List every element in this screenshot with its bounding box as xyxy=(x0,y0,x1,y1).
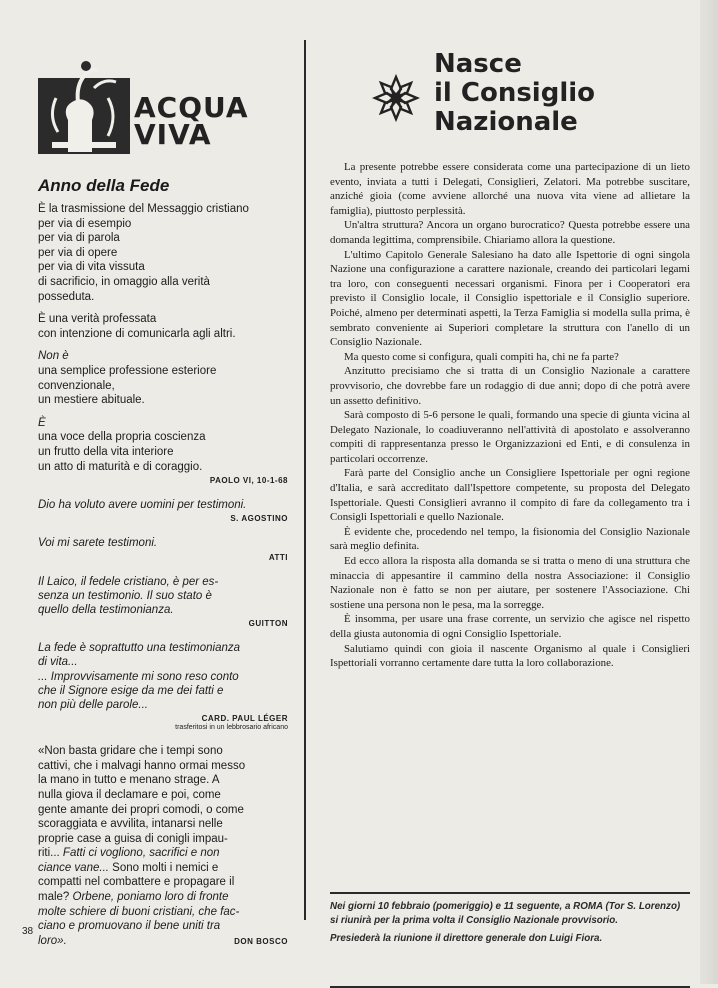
ornament-star-icon xyxy=(372,74,420,122)
bosco-line: ciano e promuovano il bene uniti tra xyxy=(38,920,221,933)
bosco-line: molte schiere di buoni cristiani, che fac- xyxy=(38,905,240,918)
quote-leger-line: ... Improvvisamente mi sono reso conto xyxy=(38,670,239,683)
quote-guitton-line: senza un testimonio. Il suo stato è xyxy=(38,589,212,602)
intro-line: di sacrificio, in omaggio alla verità xyxy=(38,275,210,288)
notice-top-rule xyxy=(330,892,690,894)
intro-line: per via di vita vissuta xyxy=(38,261,145,274)
intro-line: per via di parola xyxy=(38,232,120,245)
bosco-line xyxy=(38,861,288,876)
article-title xyxy=(434,50,595,137)
bosco-italic: ciance vane... xyxy=(38,861,109,874)
body-paragraph: La presente potrebbe essere considerata come una partecipazione di un lieto evento, inviata a tutti i Delegati, Consiglieri, Zelatori. Ma potrebbe suscitare, anziché gioia (come avviene allorché una nuova vita viene ad allietare la famiglia), piuttosto perplessità. xyxy=(330,161,690,217)
quote-leger-line: che il Signore esige da me dei fatti e xyxy=(38,684,224,697)
facing-page-edge xyxy=(700,0,718,984)
body-paragraph: Sarà composto di 5-6 persone le quali, formando una specie di giunta vicina al Delegato Nazionale, lo coadiuveranno nell'attività di apostolato e assolveranno compiti di rappresentanza presso le Organizzazioni ed Enti, e di consulenza in particolari occorrenze. xyxy=(330,409,690,465)
paolo-attribution: PAOLO VI, 10-1-68 xyxy=(209,476,288,486)
intro-line: È la trasmissione del Messaggio cristiano xyxy=(38,203,249,215)
title-line: il Consiglio xyxy=(434,78,596,108)
is-line: un frutto della vita interiore xyxy=(38,445,174,458)
leger-subtitle: trasferitosi in un lebbrosario africano xyxy=(175,724,288,732)
leger-attribution: CARD. PAUL LÉGER xyxy=(201,714,288,724)
atti-attribution: ATTI xyxy=(268,552,288,562)
section-title: Anno della Fede xyxy=(38,176,170,195)
acqua-viva-header xyxy=(38,58,288,158)
title-line: Nazionale xyxy=(434,107,578,137)
bosco-line xyxy=(38,846,288,861)
body-paragraph: Anzitutto precisiamo che si tratta di un Consiglio Nazionale a carattere provvisorio, che dovrebbe fare un rodaggio di due anni; dopo di che potrà avere un assetto definitivo. xyxy=(330,365,690,407)
don-bosco-quote xyxy=(38,744,288,948)
quote-guitton-line: Il Laico, il fedele cristiano, è per es- xyxy=(38,575,219,588)
bosco-last-row xyxy=(38,934,288,949)
bosco-italic: Fatti ci vogliono, sacrifici e non xyxy=(59,847,220,860)
guitton-attribution: GUITTON xyxy=(248,619,288,629)
body-paragraph: È insomma, per usare una frase corrente, un servizio che agisce nel rispetto della giusta autonomia di ogni Consiglio Ispettoriale. xyxy=(330,613,690,640)
meeting-notice xyxy=(330,900,690,947)
logo-line-1: ACQUA xyxy=(134,91,249,124)
is-line: una voce della propria coscienza xyxy=(38,431,206,444)
right-column xyxy=(330,48,690,945)
quote-atti: Voi mi sarete testimoni. xyxy=(38,537,158,550)
bosco-line: gente amante dei propri comodi, o come xyxy=(38,803,244,816)
body-paragraph: Un'altra struttura? Ancora un organo burocratico? Questa potrebbe essere una domanda legittima, comprensibile. Chiariamo allora la questione. xyxy=(330,219,690,246)
article-header xyxy=(330,48,690,148)
quote-guitton-line: quello della testimonianza. xyxy=(38,603,174,616)
body-paragraph: È evidente che, procedendo nel tempo, la fisionomia del Consiglio Nazionale sarà meglio definita. xyxy=(330,525,690,553)
quote-leger-line: La fede è soprattutto una testimonianza xyxy=(38,642,241,655)
intro-line: per via di opere xyxy=(38,246,118,259)
bosco-line: proprie case a guisa di conigli impau- xyxy=(38,832,228,845)
not-line: un mestiere abituale. xyxy=(38,394,145,407)
bosco-text: Sono molti i nemici e xyxy=(108,861,219,874)
bosco-attribution: DON BOSCO xyxy=(234,936,288,946)
article-body xyxy=(330,160,690,671)
body-paragraph: Ed ecco allora la risposta alla domanda se si tratta o meno di una struttura che minaccia di appesantire il cammino della nostra Associazione: il Consiglio Nazionale non è fatto se non per aiutare, per sostenere l'Associazione. Chi sostiene una persona non le pesa, ma la sorregge. xyxy=(330,555,690,611)
column-divider xyxy=(304,40,306,920)
bosco-line: la mano in tutto e menano strage. A xyxy=(38,774,220,787)
non-e-label: Non è xyxy=(38,350,69,363)
quote-agostino: Dio ha voluto avere uomini per testimoni. xyxy=(38,499,247,512)
fountain-hand-icon xyxy=(38,58,130,154)
e-label: È xyxy=(38,416,46,429)
bosco-text: riti... xyxy=(38,847,60,860)
truth-line: con intenzione di comunicarla agli altri. xyxy=(38,327,236,340)
bosco-line xyxy=(38,890,288,905)
body-paragraph: L'ultimo Capitolo Generale Salesiano ha dato alle Ispettorie di ogni singola Nazione una configurazione a carattere nazionale, creando dei particolari legami tra loro, con conseguenti necessari organismi. Finora per i Cooperatori era previsto il Consiglio locale, il Consiglio ispettoriale e il Consiglio superiore. Poiché, almeno per determinati aspetti, la Terza Famiglia si modella sulla prima, è sembrato conveniente ai Superiori completare la struttura con l'anello di un Consiglio Nazionale. xyxy=(330,248,690,349)
body-paragraph: Ma questo come si configura, quali compiti ha, chi ne fa parte? xyxy=(344,350,619,363)
intro-text xyxy=(38,202,288,474)
body-paragraph: Salutiamo quindi con gioia il nascente Organismo al quale i Consiglieri Ispettoriali vorranno certamente dare tutta la loro collaborazione. xyxy=(330,642,690,670)
acqua-viva-title xyxy=(134,91,249,151)
truth-line: È una verità professata xyxy=(38,313,157,326)
notice-line: Presiederà la riunione il direttore generale don Luigi Fiora. xyxy=(330,933,603,945)
logo-line-2: VIVA xyxy=(134,118,212,151)
page-number: 38 xyxy=(22,926,34,937)
bosco-italic: Orbene, poniamo loro di fronte xyxy=(69,891,229,904)
not-line: convenzionale, xyxy=(38,379,115,392)
bosco-line: loro». xyxy=(38,934,67,947)
bosco-line: cattivi, che i malvagi hanno ormai messo xyxy=(38,759,246,772)
bosco-line: scoraggiata e avvilita, intanarsi nelle xyxy=(38,818,223,831)
is-line: un atto di maturità e di coraggio. xyxy=(38,460,203,473)
bosco-line: compatti nel combattere e propagare il xyxy=(38,876,235,889)
body-paragraph: Farà parte del Consiglio anche un Consigliere Ispettoriale per ogni regione d'Italia, e sarà accreditato dall'Ispettore competente, su proposta del Delegato Ispettoriale. Questi Consiglieri avranno il compito di fare da collegamento tra i Consigli Ispettoriali e quello Nazionale. xyxy=(330,467,690,524)
intro-line: per via di esempio xyxy=(38,217,132,230)
quote-leger-line: di vita... xyxy=(38,656,78,669)
bosco-line: nulla giova il declamare e poi, come xyxy=(38,788,221,801)
intro-line: posseduta. xyxy=(38,290,95,303)
left-column xyxy=(38,58,288,948)
notice-line: Nei giorni 10 febbraio (pomeriggio) e 11 seguente, a ROMA (Tor S. Lorenzo) si riunirà per la prima volta il Consiglio Nazionale provvisorio. xyxy=(330,901,681,927)
agostino-attribution: S. AGOSTINO xyxy=(230,514,288,524)
title-line: Nasce xyxy=(434,49,522,79)
not-line: una semplice professione esteriore xyxy=(38,364,217,377)
bosco-text: male? xyxy=(38,891,70,904)
quote-leger-line: non più delle parole... xyxy=(38,698,148,711)
bosco-line: «Non basta gridare che i tempi sono xyxy=(38,745,223,758)
